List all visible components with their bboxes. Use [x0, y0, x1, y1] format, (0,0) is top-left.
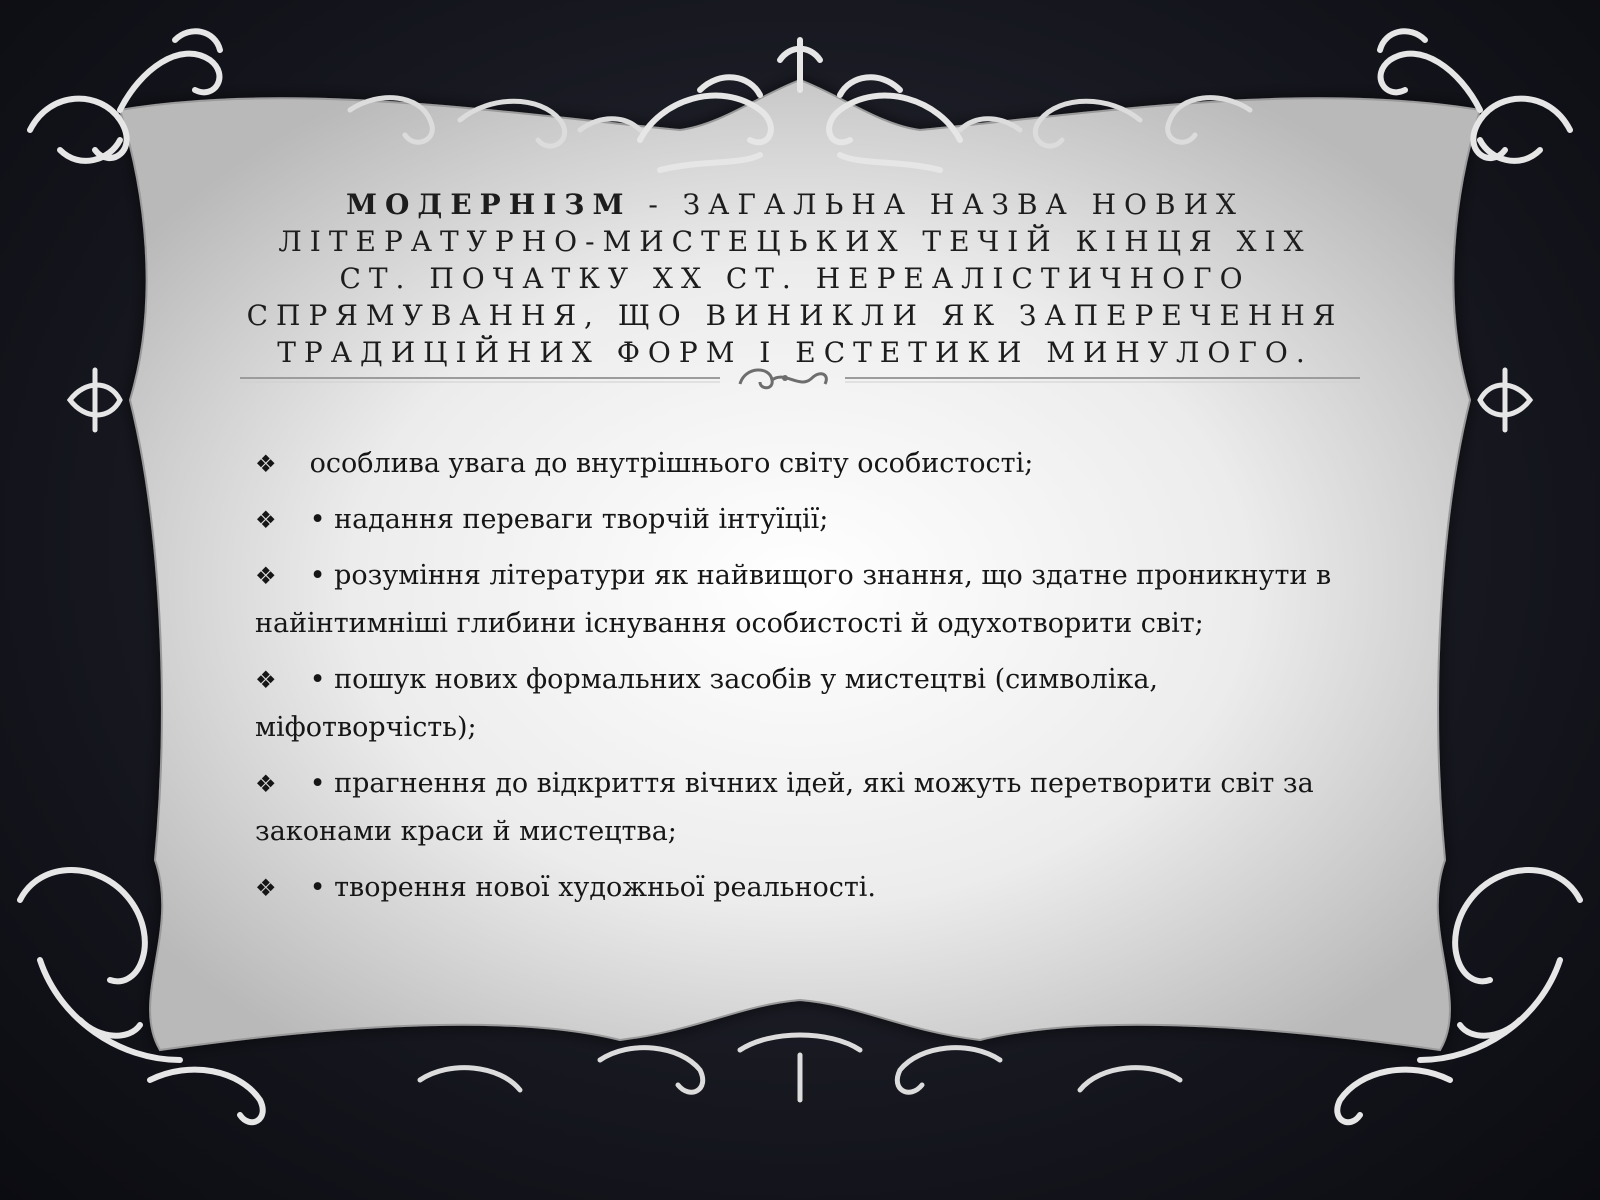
diamond-bullet-icon: ❖	[255, 506, 277, 534]
list-item	[255, 760, 1345, 856]
list-item	[255, 552, 1345, 648]
slide-title	[240, 186, 1350, 371]
diamond-bullet-icon: ❖	[255, 874, 277, 902]
title-term: МОДЕРНІЗМ	[346, 188, 632, 221]
diamond-bullet-icon: ❖	[255, 562, 277, 590]
list-item	[255, 440, 1345, 488]
diamond-bullet-icon: ❖	[255, 450, 277, 478]
list-item	[255, 496, 1345, 544]
list-item-text: особлива увага до внутрішнього світу особистості;	[301, 448, 1034, 479]
list-item-text: • пошук нових формальних засобів у мистецтві (символіка, міфотворчість);	[255, 664, 1159, 743]
list-item	[255, 864, 1345, 912]
diamond-bullet-icon: ❖	[255, 770, 277, 798]
title-definition: - ЗАГАЛЬНА НАЗВА НОВИХ ЛІТЕРАТУРНО-МИСТЕЦЬКИХ ТЕЧІЙ КІНЦЯ XIX СТ. ПОЧАТКУ XX СТ. НЕРЕАЛІСТИЧНОГО СПРЯМУВАННЯ, ЩО ВИНИКЛИ ЯК ЗАПЕРЕЧЕННЯ ТРАДИЦІЙНИХ ФОРМ І ЕСТЕТИКИ МИНУЛОГО.	[246, 188, 1344, 369]
list-item-text: • прагнення до відкриття вічних ідей, які можуть перетворити світ за законами краси й мистецтва;	[255, 768, 1314, 847]
diamond-bullet-icon: ❖	[255, 666, 277, 694]
scroll-flourish-icon	[240, 360, 1360, 396]
list-item-text: • творення нової художньої реальності.	[301, 872, 877, 903]
list-item-text: • надання переваги творчій інтуїції;	[301, 504, 829, 535]
ornament-side-right	[1480, 370, 1530, 430]
bullet-list	[255, 440, 1345, 920]
list-item	[255, 656, 1345, 752]
list-item-text: • розуміння літератури як найвищого знання, що здатне проникнути в найінтимніші глибини існування особистості й одухотворити світ;	[255, 560, 1332, 639]
ornament-bottom-center	[420, 1035, 1180, 1100]
ornament-side-left	[70, 370, 120, 430]
